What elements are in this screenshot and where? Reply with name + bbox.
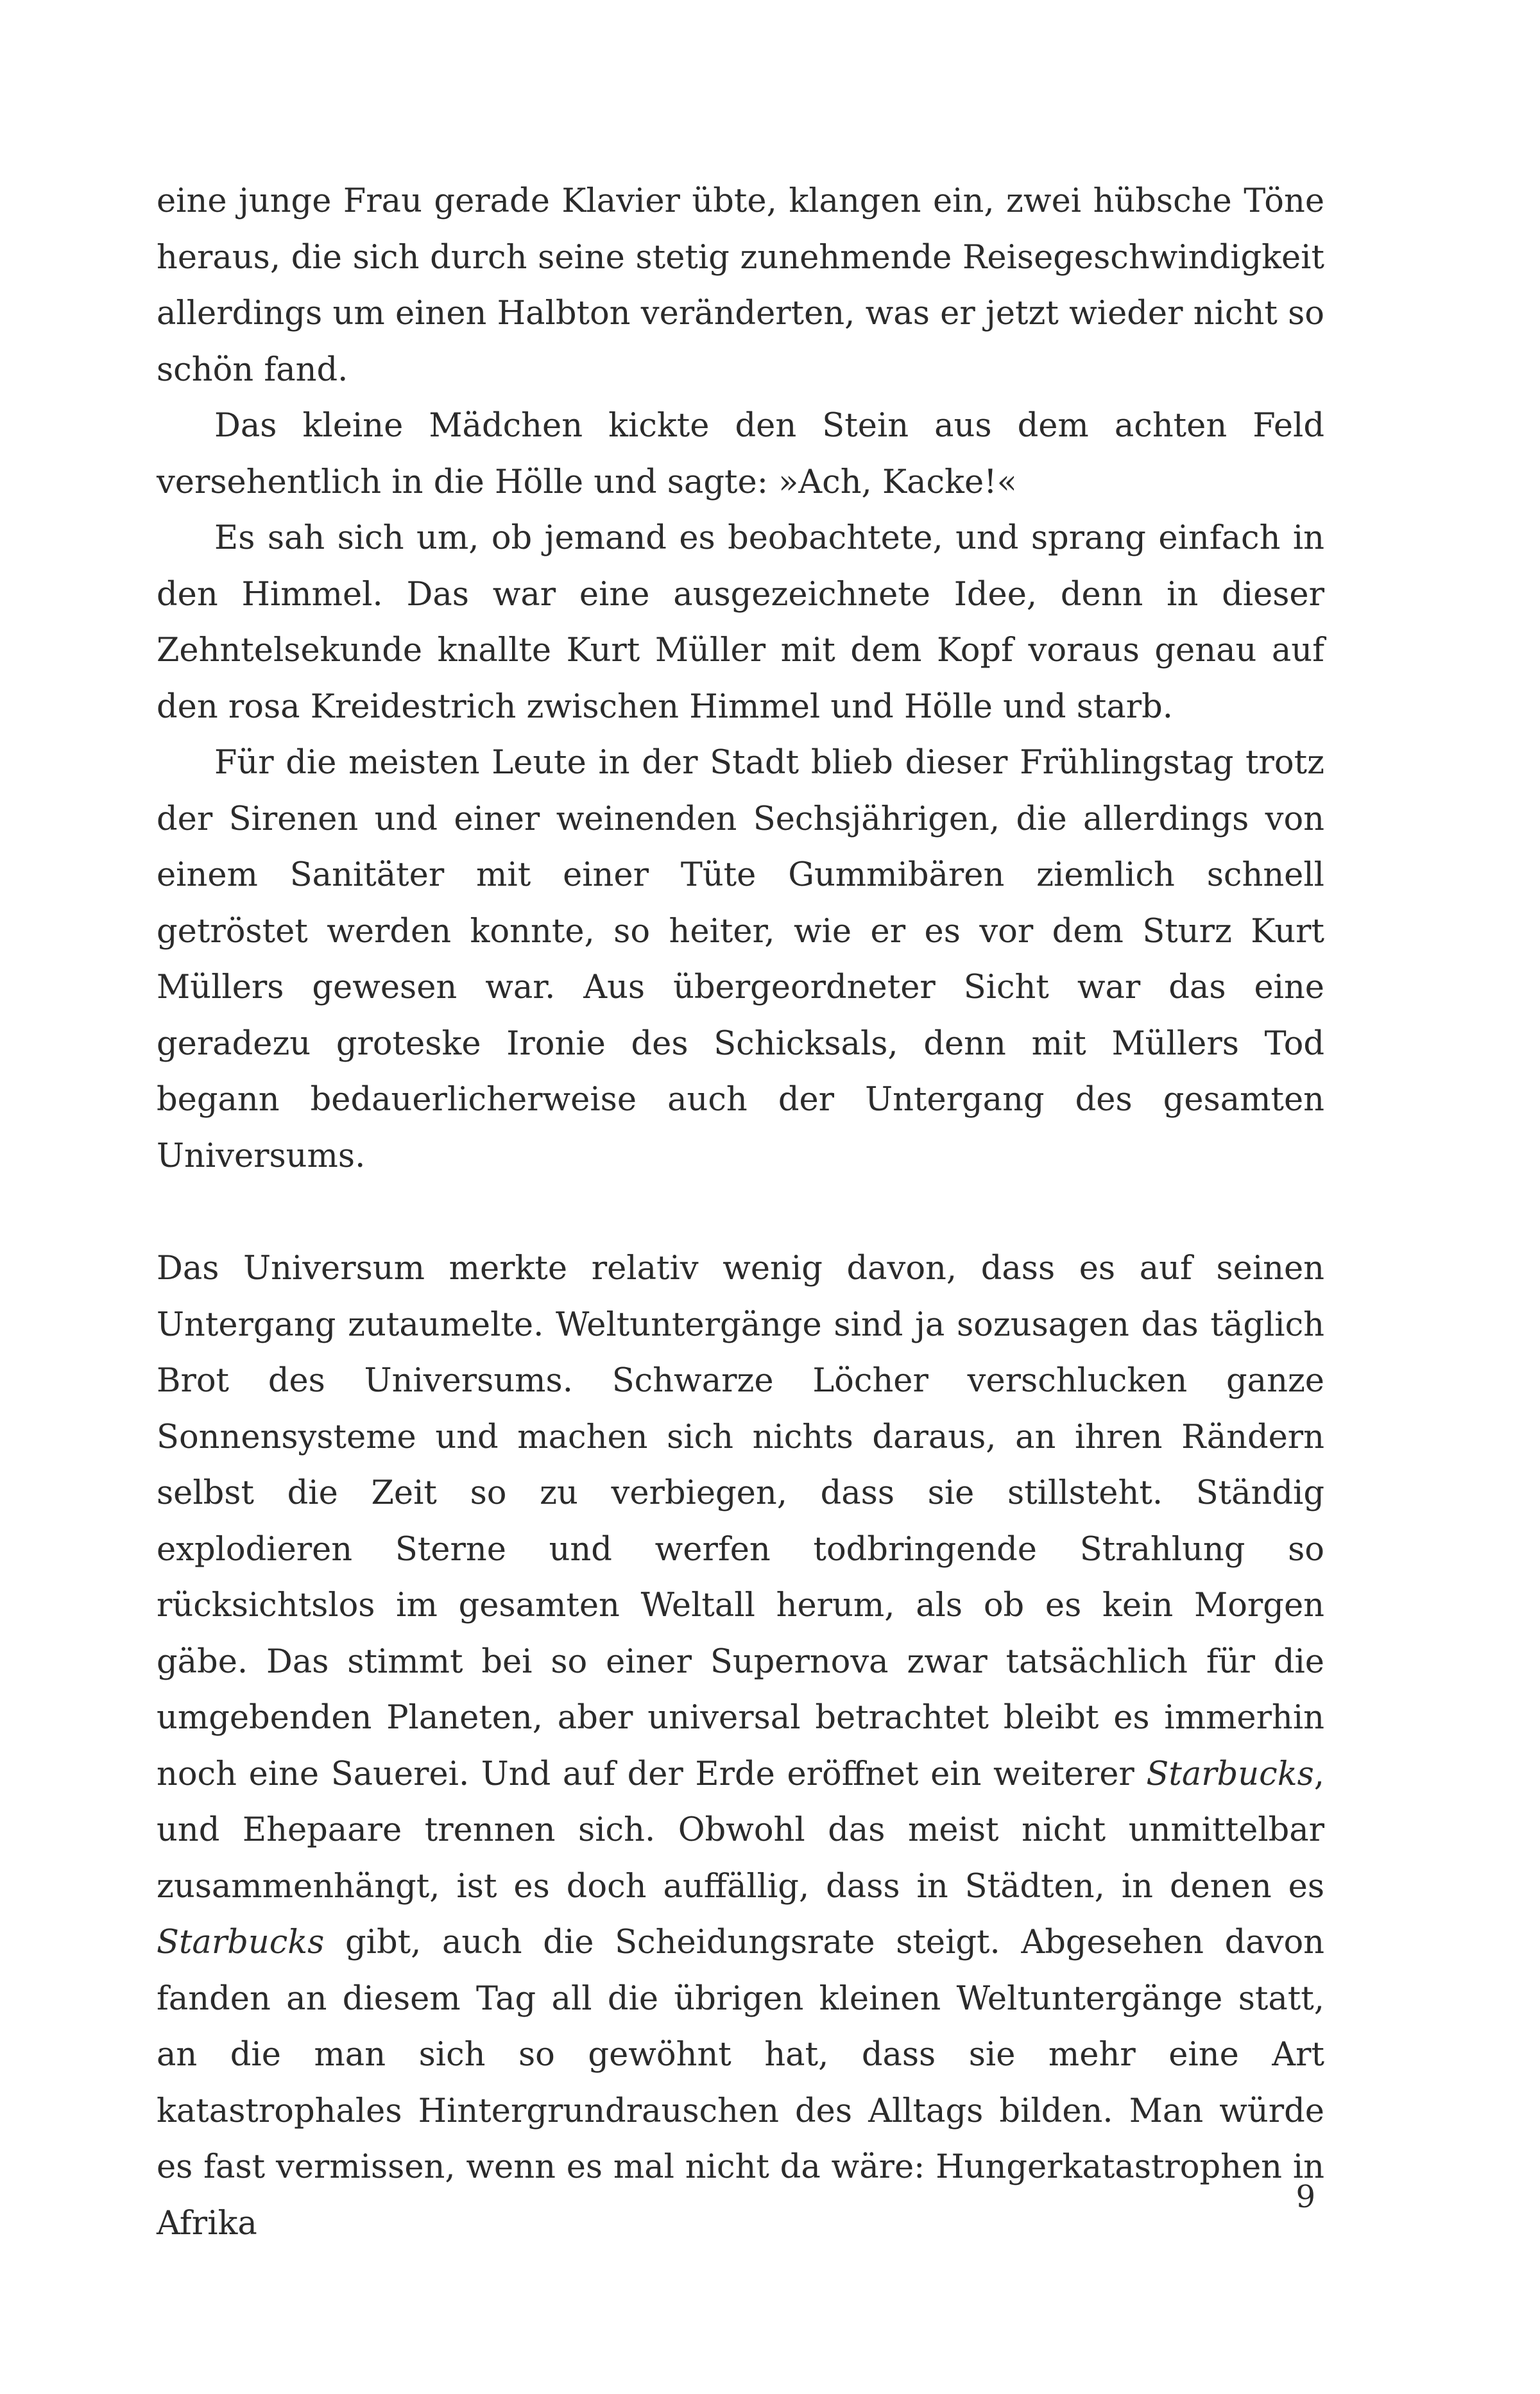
page-number: 9: [1296, 2179, 1315, 2215]
section-break: [157, 1184, 1324, 1241]
italic-text-run: Starbucks: [157, 1924, 325, 1961]
paragraph: Es sah sich um, ob jemand es beobachtete, und sprang einfach in den Himmel. Das war eine ausgezeichnete Idee, denn in dieser Zehntelsekunde knallte Kurt Müller mit dem Kopf voraus genau auf den rosa Kreidestrich zwischen Himmel und Hölle und starb.: [157, 519, 1324, 726]
text-run: , und Ehepaare trennen sich. Obwohl das meist nicht unmittelbar zusammenhängt, ist es doch auffällig, dass in Städten, in denen es: [157, 1755, 1324, 1906]
italic-text-run: Starbucks: [1146, 1755, 1314, 1793]
text-run: Das Universum merkte relativ wenig davon, dass es auf seinen Untergang zutaumelte. Weltuntergänge sind ja sozusagen das täglich Brot des Universums. Schwarze Löcher verschlucken ganze Sonnensysteme und machen sich nichts daraus, an ihren Rändern selbst die Zeit so zu verbiegen, dass sie stillsteht. Ständig explodieren Sterne und werfen todbringende Strahlung so rücksichtslos im gesamten Weltall herum, als ob es kein Morgen gäbe. Das stimmt bei so einer Supernova zwar tatsächlich für die umgebenden Planeten, aber universal betrachtet bleibt es immerhin noch eine Sauerei. Und auf der Erde eröffnet ein weiterer: [157, 1250, 1324, 1793]
paragraph: [157, 1241, 1324, 2252]
text-run: gibt, auch die Scheidungsrate steigt. Abgesehen davon fanden an diesem Tag all die übrigen kleinen Weltuntergänge statt, an die man sich so gewöhnt hat, dass sie mehr eine Art katastrophales Hintergrundrauschen des Alltags bilden. Man würde es fast vermissen, wenn es mal nicht da wäre: Hungerkatastrophen in Afrika: [157, 1924, 1324, 2243]
paragraph: Für die meisten Leute in der Stadt blieb dieser Frühlingstag trotz der Sirenen und einer weinenden Sechsjährigen, die allerdings von einem Sanitäter mit einer Tüte Gummibären ziemlich schnell getröstet werden konnte, so heiter, wie er es vor dem Sturz Kurt Müllers gewesen war. Aus übergeordneter Sicht war das eine geradezu groteske Ironie des Schicksals, denn mit Müllers Tod begann bedauerlicherweise auch der Untergang des gesamten Universums.: [157, 744, 1324, 1175]
paragraph: Das kleine Mädchen kickte den Stein aus dem achten Feld versehentlich in die Hölle und sagte: »Ach, Kacke!«: [157, 407, 1324, 501]
body-text: [157, 173, 1324, 2252]
paragraph: eine junge Frau gerade Klavier übte, klangen ein, zwei hübsche Töne heraus, die sich durch seine stetig zunehmende Reisegeschwindigkeit allerdings um einen Halbton veränderten, was er jetzt wieder nicht so schön fand.: [157, 182, 1324, 389]
